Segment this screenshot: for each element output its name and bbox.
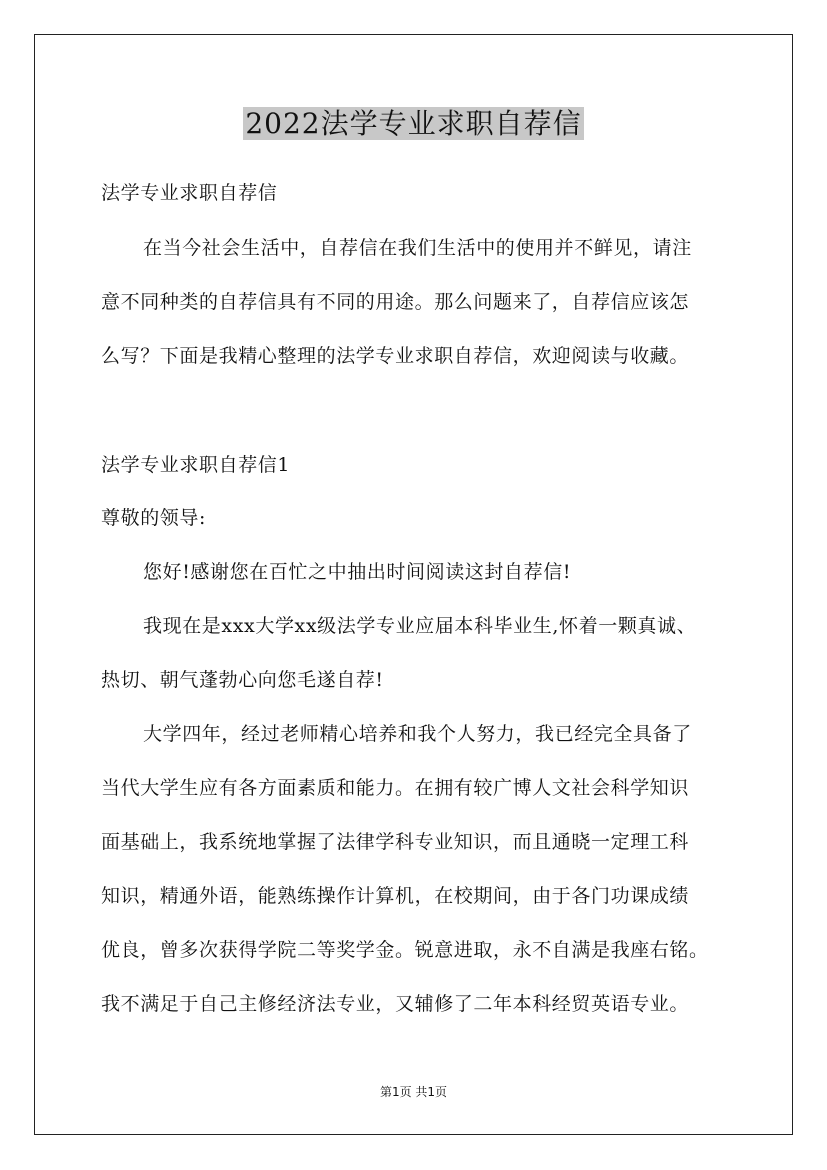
para2-line-5: 优良，曾多次获得学院二等奖学金。锐意进取，永不自满是我座右铭。 <box>101 939 709 961</box>
salutation: 尊敬的领导: <box>101 507 207 529</box>
para2-line-3: 面基础上，我系统地掌握了法律学科专业知识，而且通晓一定理工科 <box>101 831 690 853</box>
page-footer: 第1页 共1页 <box>379 1085 448 1099</box>
para1-line-1: 我现在是xxx大学xx级法学专业应届本科毕业生,怀着一颗真诚、 <box>143 615 697 637</box>
intro-line-2: 意不同种类的自荐信具有不同的用途。那么问题来了，自荐信应该怎 <box>101 291 690 313</box>
document-title <box>0 104 827 144</box>
para2-line-6: 我不满足于自己主修经济法专业，又辅修了二年本科经贸英语专业。 <box>101 993 690 1015</box>
para2-line-1: 大学四年，经过老师精心培养和我个人努力，我已经完全具备了 <box>143 723 692 745</box>
para2-line-4: 知识，精通外语，能熟练操作计算机，在校期间，由于各门功课成绩 <box>101 885 690 907</box>
para2-line-2: 当代大学生应有各方面素质和能力。在拥有较广博人文社会科学知识 <box>101 777 690 799</box>
intro-line-3: 么写？下面是我精心整理的法学专业求职自荐信，欢迎阅读与收藏。 <box>101 345 690 367</box>
greeting-line: 您好!感谢您在百忙之中抽出时间阅读这封自荐信! <box>143 561 572 583</box>
letter-heading: 法学专业求职自荐信1 <box>101 454 291 476</box>
para1-line-2: 热切、朝气蓬勃心向您毛遂自荐! <box>101 669 384 691</box>
intro-line-1: 在当今社会生活中，自荐信在我们生活中的使用并不鲜见，请注 <box>143 237 692 259</box>
document-title-text: 2022法学专业求职自荐信 <box>245 107 582 140</box>
document-subtitle: 法学专业求职自荐信 <box>101 182 278 204</box>
